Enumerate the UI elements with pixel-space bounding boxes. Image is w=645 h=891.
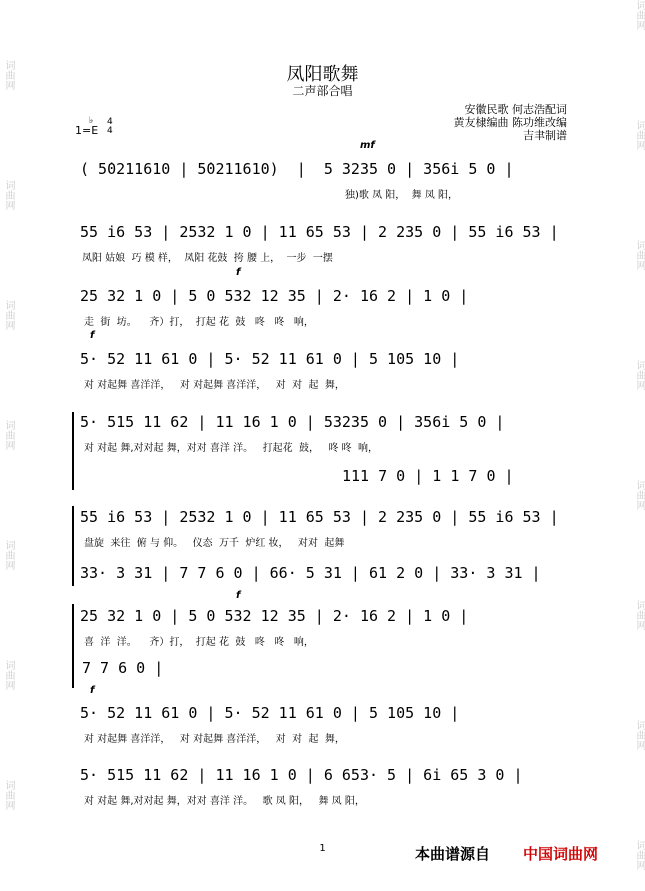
notation: 55 i6 53 | 2532 1 0 | 11 65 53 | 2 235 0 | 55 i6 53 | (80, 223, 559, 241)
watermark-text: 词曲网 (634, 840, 645, 870)
notation: ( 5̇0211610 | 5̇0211610) | 5 3235 0 | 356i 5 0 | (80, 160, 514, 178)
notation: 5· 515 11 62 | 11 16 1 0 | 53235 0 | 356i 5 0 | (80, 413, 505, 431)
credit-line: 吉聿制谱 (523, 129, 567, 142)
watermark-text: 词曲网 (3, 60, 14, 90)
lyrics: 独)歌 凤 阳， 舞 凤 阳， (345, 190, 458, 201)
lyrics: 喜 洋 洋。 齐）打， 打起 花 鼓 咚 咚 响， (84, 637, 314, 648)
lyrics: 对 对起舞 喜洋洋， 对 对起舞 喜洋洋， 对 对 起 舞， (84, 734, 345, 745)
time-signature (107, 118, 113, 136)
lyrics: 盘旋 来往 俯 与 仰。 仪态 万千 炉红 妆， 对对 起舞 (84, 538, 345, 549)
song-subtitle: 二声部合唱 (292, 84, 353, 98)
lyrics: 对 对起 舞,对对起 舞，对对 喜洋 洋。 打起花 鼓， 咚 咚 响， (84, 443, 379, 454)
footer-site-link[interactable]: 中国词曲网 (523, 845, 599, 863)
watermark-text: 词曲网 (634, 600, 645, 630)
watermark-text: 词曲网 (634, 240, 645, 270)
notation: 25 32 1 0 | 5 0 532 12 35 | 2· 16 2 | 1 0 | (80, 287, 469, 305)
notation: 25 32 1 0 | 5 0 532 12 35 | 2· 16 2 | 1 0 | (80, 607, 469, 625)
dynamic-mark: f (90, 685, 95, 696)
dynamic-mark: f (236, 590, 241, 601)
notation: 7 7 6 0 | (82, 659, 164, 677)
system-brace (72, 604, 74, 688)
system-brace (72, 506, 74, 586)
watermark-text: 词曲网 (634, 0, 645, 30)
flat-sign: ♭ (89, 116, 94, 126)
watermark-text: 词曲网 (634, 480, 645, 510)
notation: 33· 3 31 | 7 7 6 0 | 66· 5 31 | 61 2 0 | 33· 3 31 | (80, 564, 541, 582)
watermark-left (0, 0, 14, 891)
notation: 5· 515 11 62 | 11 16 1 0 | 6 653· 5 | 6i 65 3 0 | (80, 766, 523, 784)
dynamic-mark: mf (360, 140, 375, 151)
system-brace (72, 412, 74, 490)
lyrics: 对 对起舞 喜洋洋， 对 对起舞 喜洋洋， 对 对 起 舞， (84, 380, 345, 391)
watermark-text: 词曲网 (3, 300, 14, 330)
dynamic-mark: f (236, 267, 241, 278)
meter-top: 4 (107, 117, 113, 127)
watermark-text: 词曲网 (3, 420, 14, 450)
dynamic-mark: f (90, 330, 95, 341)
watermark-text: 词曲网 (3, 780, 14, 810)
notation: 111 7 0 | 1 1 7 0 | (342, 467, 514, 485)
watermark-right (631, 0, 645, 891)
notation: 5· 52 11 61 0 | 5· 52 11 61 0 | 5 105 10 | (80, 704, 460, 722)
notation: 55 i6 53 | 2532 1 0 | 11 65 53 | 2 235 0 | 55 i6 53 | (80, 508, 559, 526)
key-signature (75, 116, 99, 137)
meter-bottom: 4 (107, 126, 113, 136)
watermark-text: 词曲网 (3, 660, 14, 690)
footer-source: 本曲谱源自 (415, 845, 491, 863)
page-number: 1 (319, 843, 326, 854)
key-prefix: 1= (75, 124, 92, 137)
song-title: 凤阳歌舞 (286, 64, 359, 85)
credit-line: 安徽民歌 何志浩配词 (464, 103, 567, 116)
watermark-text: 词曲网 (634, 720, 645, 750)
watermark-text: 词曲网 (634, 360, 645, 390)
watermark-text: 词曲网 (3, 540, 14, 570)
lyrics: 对 对起 舞,对对起 舞，对对 喜洋 洋。 歌 凤 阳， 舞 凤 阳， (84, 796, 365, 807)
lyrics: 走 街 坊。 齐）打， 打起 花 鼓 咚 咚 响， (84, 317, 314, 328)
watermark-text: 词曲网 (634, 120, 645, 150)
lyrics: 凤阳 姑娘 巧 模 样， 凤阳 花鼓 挎 腰 上， 一步 一摆 (82, 253, 333, 264)
watermark-text: 词曲网 (3, 180, 14, 210)
key-tone: E (91, 124, 99, 137)
credit-line: 黄友棣编曲 陈功维改编 (453, 116, 567, 129)
notation: 5· 52 11 61 0 | 5· 52 11 61 0 | 5 105 10 | (80, 350, 460, 368)
